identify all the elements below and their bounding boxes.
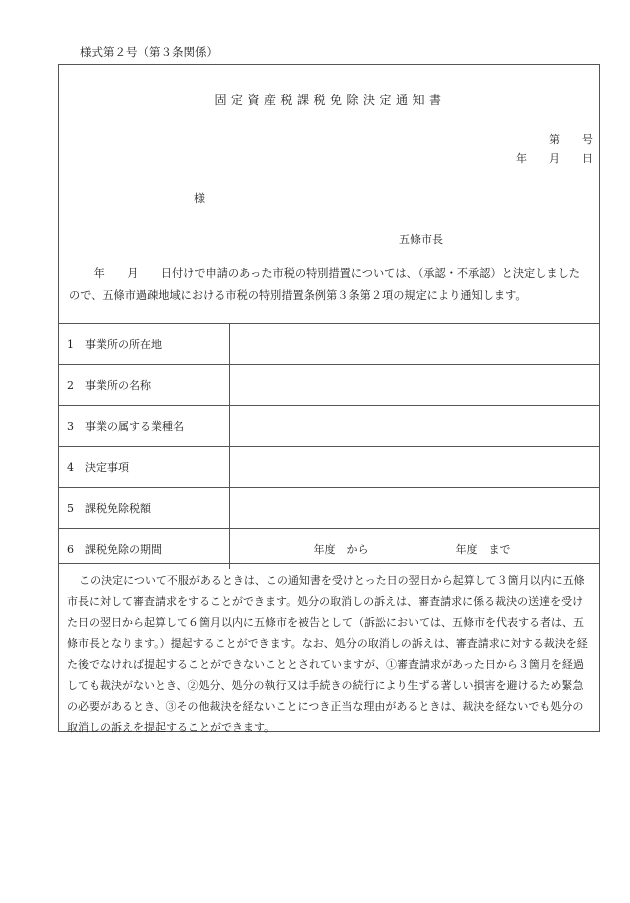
- document-date: 年 月 日: [516, 152, 593, 165]
- items-table: [59, 323, 599, 569]
- item-label: 1 事業所の所在地: [59, 324, 229, 365]
- document-title: 固定資産税課税免除決定通知書: [214, 93, 446, 107]
- item-label: 6 課税免除の期間: [59, 529, 229, 570]
- appeal-notice: この決定について不服があるときは、この通知書を受けとった日の翌日から起算して３箇月以内に五條市長に対して審査請求をすることができます。処分の取消しの訴えは、審査請求に係る裁決の送達を受けた日の翌日から起算して６箇月以内に五條市を被告として（訴訟においては、五條市を代表する者は、五條市長となります。）提起することができます。なお、処分の取消しの訴えは、審査請求に対する裁決を経た後でなければ提起することができないこととされていますが、①審査請求があった日から３箇月を経過しても裁決がないとき、②処分、処分の執行又は手続きの続行により生ずる著しい損害を避けるため緊急の必要があるとき、③その他裁決を経ないことにつき正当な理由があるときは、裁決を経ないでも処分の取消しの訴えを提起することができます。: [59, 563, 599, 738]
- item-value-field[interactable]: [229, 447, 599, 488]
- item-label: 2 事業所の名称: [59, 365, 229, 406]
- table-row: [59, 488, 599, 529]
- item-value-field[interactable]: [229, 365, 599, 406]
- table-row: [59, 324, 599, 365]
- addressee: 様: [194, 192, 205, 205]
- table-row: [59, 447, 599, 488]
- item-value-field[interactable]: [229, 488, 599, 529]
- item-value-field[interactable]: [229, 406, 599, 447]
- table-row: [59, 406, 599, 447]
- body-text: 年 月 日付けで申請のあった市税の特別措置については、（承認・不承認）と決定しましたので、五條市過疎地域における市税の特別措置条例第３条第２項の規定により通知します。: [69, 267, 580, 302]
- form-label: 様式第２号（第３条関係）: [80, 45, 218, 59]
- document-number: 第 号: [549, 133, 593, 146]
- item-label: 3 事業の属する業種名: [59, 406, 229, 447]
- period-from: 年度 から: [313, 543, 369, 556]
- table-row: [59, 365, 599, 406]
- item-label: 4 決定事項: [59, 447, 229, 488]
- item-label: 5 課税免除税額: [59, 488, 229, 529]
- issuer: 五條市長: [399, 233, 443, 246]
- notice-form: [58, 64, 600, 732]
- item-value-field[interactable]: [229, 324, 599, 365]
- period-to: 年度 まで: [455, 543, 511, 556]
